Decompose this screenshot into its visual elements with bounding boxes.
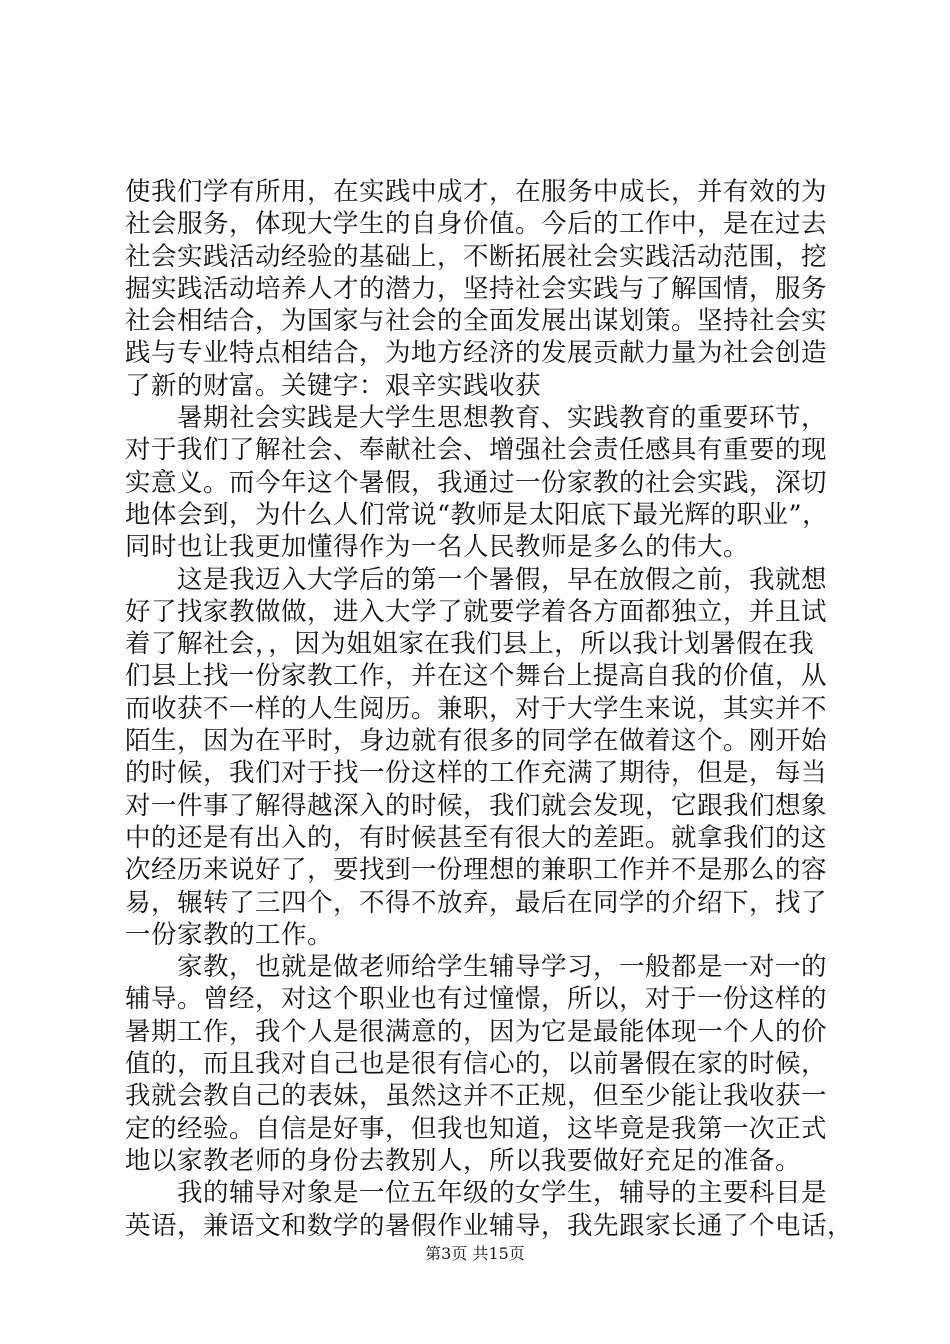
text-line: 了新的财富。关键字：艰辛实践收获 <box>125 370 542 401</box>
text-line: 地以家教老师的身份去教别人，所以我要做好充足的准备。 <box>125 1145 802 1176</box>
text-line: 地体会到，为什么人们常说“教师是太阳底下最光辉的职业”， <box>125 499 829 530</box>
text-line: 好了找家教做做，进入大学了就要学着各方面都独立，并且试 <box>125 596 828 627</box>
page-number-footer: 第3页 共15页 <box>425 1244 525 1263</box>
text-line: 我的辅导对象是一位五年级的女学生，辅导的主要科目是 <box>177 1178 828 1209</box>
text-line: 对一件事了解得越深入的时候，我们就会发现，它跟我们想象 <box>125 790 828 821</box>
text-line: 掘实践活动培养人才的潜力，坚持社会实践与了解国情，服务 <box>125 273 828 304</box>
text-line: 同时也让我更加懂得作为一名人民教师是多么的伟大。 <box>125 532 750 563</box>
text-line: 社会相结合，为国家与社会的全面发展出谋划策。坚持社会实 <box>125 306 828 337</box>
text-line: 家教，也就是做老师给学生辅导学习，一般都是一对一的 <box>177 952 828 983</box>
text-line: 对于我们了解社会、奉献社会、增强社会责任感具有重要的现 <box>125 435 828 466</box>
text-line: 值的，而且我对自己也是很有信心的，以前暑假在家的时候， <box>125 1049 828 1080</box>
text-line: 社会服务，体现大学生的自身价值。今后的工作中，是在过去 <box>125 209 828 240</box>
text-line: 陌生，因为在平时，身边就有很多的同学在做着这个。刚开始 <box>125 726 828 757</box>
text-line: 英语，兼语文和数学的暑假作业辅导，我先跟家长通了个电话， <box>125 1210 854 1241</box>
text-line: 中的还是有出入的，有时候甚至有很大的差距。就拿我们的这 <box>125 822 828 853</box>
text-line: 次经历来说好了，要找到一份理想的兼职工作并不是那么的容 <box>125 855 828 886</box>
text-line: 一份家教的工作。 <box>125 919 334 950</box>
text-line: 辅导。曾经，对这个职业也有过憧憬，所以，对于一份这样的 <box>125 984 828 1015</box>
text-line: 暑期社会实践是大学生思想教育、实践教育的重要环节， <box>177 403 828 434</box>
text-line: 们县上找一份家教工作，并在这个舞台上提高自我的价值，从 <box>125 661 828 692</box>
text-line: 社会实践活动经验的基础上，不断拓展社会实践活动范围，挖 <box>125 241 828 272</box>
text-line: 而收获不一样的人生阅历。兼职，对于大学生来说，其实并不 <box>125 693 828 724</box>
text-line: 着了解社会，，因为姐姐家在我们县上，所以我计划暑假在我 <box>125 629 815 660</box>
text-line: 定的经验。自信是好事，但我也知道，这毕竟是我第一次正式 <box>125 1113 828 1144</box>
text-line: 使我们学有所用，在实践中成才，在服务中成长，并有效的为 <box>125 177 828 207</box>
text-line: 暑期工作，我个人是很满意的，因为它是最能体现一个人的价 <box>125 1016 828 1047</box>
text-line: 这是我迈入大学后的第一个暑假，早在放假之前，我就想 <box>177 564 828 595</box>
text-line: 践与专业特点相结合，为地方经济的发展贡献力量为社会创造 <box>125 338 828 369</box>
text-line: 我就会教自己的表妹，虽然这并不正规，但至少能让我收获一 <box>125 1081 828 1112</box>
document-body <box>125 176 854 1242</box>
text-line: 实意义。而今年这个暑假，我通过一份家教的社会实践，深切 <box>125 467 828 498</box>
text-line: 易，辗转了三四个，不得不放弃，最后在同学的介绍下，找了 <box>125 887 828 918</box>
text-line: 的时候，我们对于找一份这样的工作充满了期待，但是，每当 <box>125 758 828 789</box>
